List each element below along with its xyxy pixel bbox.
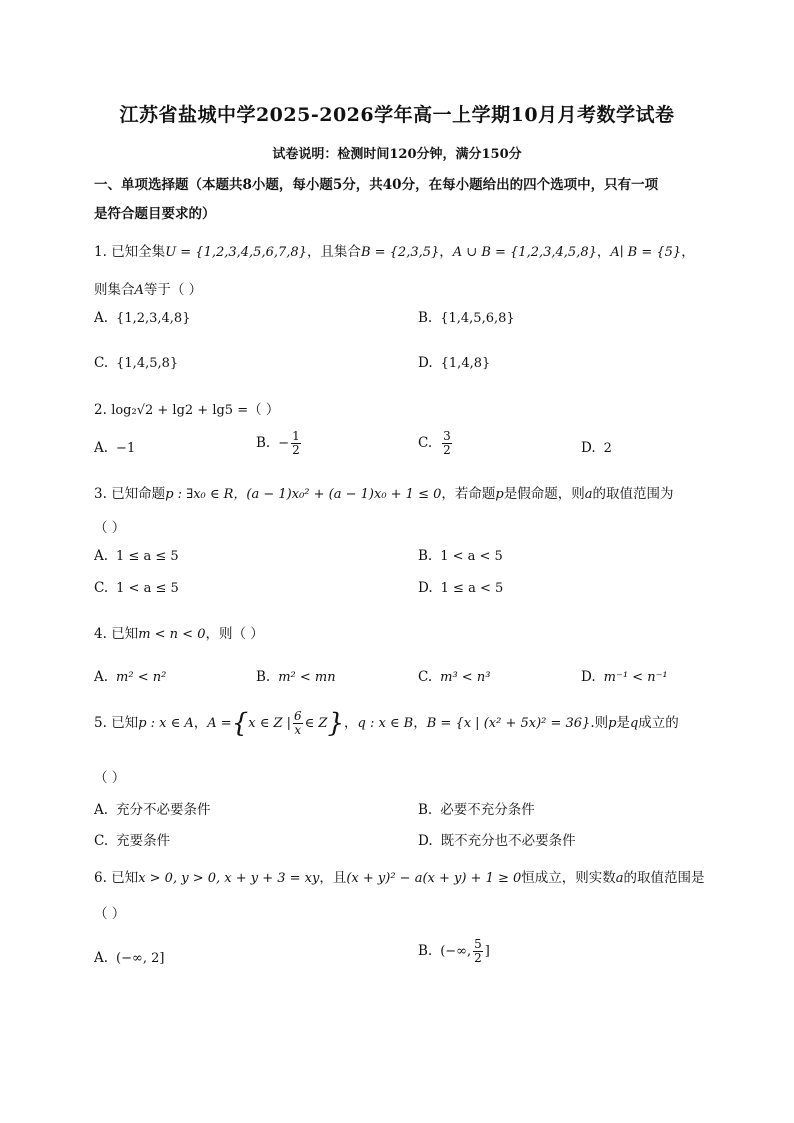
option-label: D. <box>418 355 433 371</box>
option-text: 充分不必要条件 <box>116 802 211 818</box>
stem-text: .则 <box>590 715 609 731</box>
math-statement-p: p : x ∈ A <box>138 716 194 731</box>
stem-text: ，且集合 <box>306 244 361 260</box>
right-brace: } <box>327 708 344 739</box>
math-variable-p: p <box>608 716 617 731</box>
question-3-answer-paren: （ ） <box>94 520 126 536</box>
stem-text: 是 <box>616 715 630 731</box>
option-label: A. <box>94 548 109 564</box>
fraction <box>291 430 301 457</box>
fraction-numerator: 5 <box>474 937 482 951</box>
stem-text: 已知 <box>111 626 139 642</box>
option-text: 充要条件 <box>116 833 171 849</box>
question-1-stem-cont <box>94 278 706 298</box>
fraction-denominator: 2 <box>292 443 300 457</box>
stem-text: ，若命题 <box>441 486 496 502</box>
math-condition: x > 0, y > 0, x + y + 3 = xy <box>138 871 320 886</box>
stem-text: 则集合 <box>94 282 135 298</box>
question-5-option-a <box>94 798 211 818</box>
option-label: B. <box>418 802 433 818</box>
option-label: B. <box>256 669 271 685</box>
math-variable-p: p <box>495 487 504 502</box>
left-brace: { <box>231 708 249 739</box>
option-label: C. <box>94 833 109 849</box>
stem-text: （ ） <box>248 402 280 418</box>
option-label: B. <box>256 435 271 451</box>
option-text: m³ < n³ <box>440 670 491 685</box>
option-label: B. <box>418 310 433 326</box>
interval-close: ] <box>484 944 490 959</box>
option-text: 必要不充分条件 <box>440 802 535 818</box>
exam-title: 江苏省盐城中学2025-2026学年高一上学期10月月考数学试卷 <box>119 104 675 126</box>
stem-text: 的取值范围是 <box>623 870 705 886</box>
question-number: 6. <box>94 870 107 886</box>
math-inequality: (x + y)² − a(x + y) + 1 ≥ 0 <box>346 871 522 886</box>
question-2-option-c <box>418 430 454 457</box>
option-label: B. <box>418 943 433 959</box>
question-4-option-a <box>94 669 166 685</box>
option-text: 1 ≤ a ≤ 5 <box>116 549 179 564</box>
option-text: m² < n² <box>116 670 167 685</box>
option-text: m² < mn <box>278 670 336 685</box>
question-1-option-a <box>94 310 190 326</box>
stem-text: 是假命题，则 <box>503 486 585 502</box>
set-a-condition: x ∈ Z | <box>248 716 291 731</box>
option-label: B. <box>418 548 433 564</box>
question-1-stem <box>94 240 706 260</box>
stem-text: ， <box>681 244 695 260</box>
math-expression: log₂√2 + lg2 + lg5 = <box>111 403 249 418</box>
question-4-option-c <box>418 669 490 685</box>
fraction <box>293 710 303 737</box>
question-number: 4. <box>94 626 107 642</box>
option-text: 1 < a < 5 <box>440 549 503 564</box>
option-label: D. <box>418 833 433 849</box>
math-universal-set: U = {1,2,3,4,5,6,7,8} <box>165 245 307 260</box>
option-sign: − <box>278 436 290 451</box>
question-6-stem <box>94 866 706 886</box>
math-set-b: B = {2,3,5} <box>360 245 440 260</box>
stem-text: ，则（ ） <box>205 626 264 642</box>
math-condition: m < n < 0 <box>138 627 206 642</box>
math-intersection: A∣ B = {5} <box>610 245 682 260</box>
question-2-option-b <box>256 430 303 457</box>
question-1-option-d <box>418 355 490 371</box>
fraction <box>473 938 483 965</box>
question-6-answer-paren: （ ） <box>94 906 126 922</box>
option-label: A. <box>94 950 109 966</box>
option-label: C. <box>94 580 109 596</box>
question-5-stem <box>94 710 706 737</box>
question-number: 5. <box>94 715 107 731</box>
option-label: C. <box>418 435 433 451</box>
section-heading-line-2: 是符合题目要求的） <box>94 206 216 222</box>
option-label: A. <box>94 802 109 818</box>
fraction-denominator: 2 <box>474 951 482 965</box>
question-3-stem <box>94 482 706 502</box>
option-text: {1,4,8} <box>440 356 491 371</box>
option-label: C. <box>418 669 433 685</box>
option-label: D. <box>581 440 596 456</box>
math-set-b-def: B = {x | (x² + 5x)² = 36} <box>426 716 591 731</box>
question-3-option-c <box>94 580 179 596</box>
option-label: A. <box>94 310 109 326</box>
option-label: D. <box>418 580 433 596</box>
question-4-option-d <box>581 669 668 685</box>
option-label: D. <box>581 669 596 685</box>
stem-text: 恒成立，则实数 <box>521 870 616 886</box>
stem-text: 等于（ ） <box>143 282 203 298</box>
stem-text: ， <box>193 715 208 731</box>
option-label: A. <box>94 440 109 456</box>
option-text: 1 ≤ a < 5 <box>440 581 504 596</box>
question-3-option-a <box>94 548 179 564</box>
option-text: −1 <box>116 441 136 456</box>
math-set-a-def <box>207 708 344 739</box>
math-variable-a: a <box>615 871 624 886</box>
math-statement-q: q : x ∈ B <box>357 716 414 731</box>
math-union: A ∪ B = {1,2,3,4,5,8} <box>452 245 597 260</box>
stem-text: 的取值范围为 <box>592 486 674 502</box>
question-3-option-b <box>418 548 503 564</box>
question-4-stem <box>94 622 706 642</box>
question-3-option-d <box>418 580 503 596</box>
question-number: 3. <box>94 486 107 502</box>
question-2-option-d <box>581 440 612 456</box>
math-set-a: A <box>134 283 144 298</box>
stem-text: ， <box>596 244 611 260</box>
question-5-answer-paren: （ ） <box>94 770 126 786</box>
question-number: 2. <box>94 402 107 418</box>
question-2-stem <box>94 398 706 418</box>
question-2-option-a <box>94 440 135 456</box>
option-text: 既不充分也不必要条件 <box>440 833 576 849</box>
question-4-option-b <box>256 669 336 685</box>
set-a-suffix: ∈ Z <box>304 716 328 731</box>
question-5-option-d <box>418 829 576 849</box>
section-heading-line-1: 一、单项选择题（本题共8小题，每小题5分，共40分，在每小题给出的四个选项中，只有一项 <box>94 177 659 193</box>
math-variable-q: q <box>629 716 639 731</box>
option-text: m⁻¹ < n⁻¹ <box>603 670 668 685</box>
stem-text: ，且 <box>319 870 347 886</box>
stem-text: 已知 <box>111 715 139 731</box>
option-text: {1,4,5,8} <box>116 356 179 371</box>
question-1-option-c <box>94 355 178 371</box>
exam-subtitle: 试卷说明：检测时间120分钟，满分150分 <box>272 147 522 162</box>
question-6-option-b <box>418 938 490 965</box>
stem-text: ， <box>343 715 358 731</box>
math-variable-a: a <box>584 487 593 502</box>
question-5-option-b <box>418 798 535 818</box>
option-text: {1,4,5,6,8} <box>440 311 515 326</box>
option-text: 1 < a ≤ 5 <box>116 581 179 596</box>
fraction-denominator: 2 <box>443 443 451 457</box>
fraction <box>442 430 452 457</box>
option-text: {1,2,3,4,8} <box>116 311 191 326</box>
stem-text: 已知命题 <box>111 486 166 502</box>
set-a-prefix: A = <box>207 716 232 731</box>
stem-text: ， <box>439 244 453 260</box>
stem-text: 已知全集 <box>111 244 166 260</box>
stem-text: 成立的 <box>638 715 679 731</box>
question-5-option-c <box>94 829 170 849</box>
fraction-numerator: 1 <box>292 429 300 443</box>
question-1-option-b <box>418 310 515 326</box>
option-label: A. <box>94 669 109 685</box>
option-label: C. <box>94 355 109 371</box>
question-number: 1. <box>94 244 107 260</box>
option-text: (−∞, 2] <box>116 951 165 966</box>
stem-text: 已知 <box>111 870 139 886</box>
fraction-denominator: x <box>294 723 302 737</box>
math-proposition: p : ∃x₀ ∈ R，(a − 1)x₀² + (a − 1)x₀ + 1 ≤ 0 <box>165 487 442 502</box>
question-6-option-a <box>94 950 164 966</box>
option-text: 2 <box>603 441 612 456</box>
fraction-numerator: 3 <box>443 429 451 443</box>
stem-text: ， <box>413 715 427 731</box>
fraction-numerator: 6 <box>294 709 302 723</box>
interval-open: (−∞, <box>440 944 472 959</box>
